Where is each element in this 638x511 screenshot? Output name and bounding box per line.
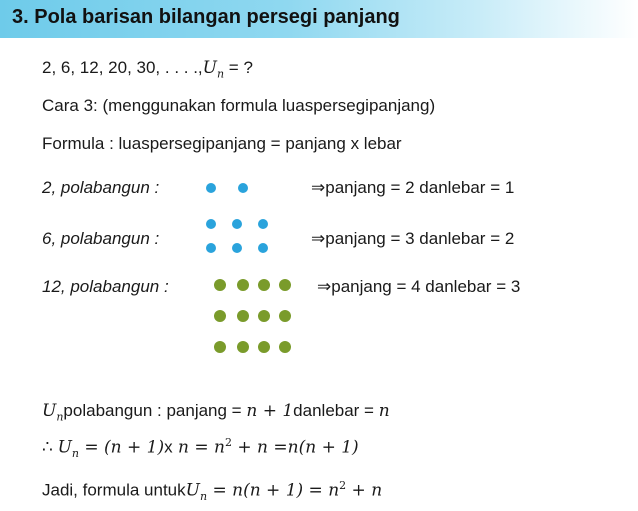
un-subscript: n	[199, 490, 208, 504]
conclusion-expr: = n(n + 1) = n	[207, 480, 340, 501]
sequence-suffix: = ?	[224, 58, 253, 77]
un-length-expr: n + 1	[246, 401, 294, 421]
pattern-dot	[206, 183, 216, 193]
pattern-dot	[232, 243, 242, 253]
sequence-un: U	[202, 58, 217, 78]
pattern-dot	[237, 341, 249, 353]
exponent: 2	[339, 479, 347, 492]
pattern-dot	[206, 243, 216, 253]
un-symbol: U	[42, 401, 57, 421]
row-desc-6: ⇒panjang = 3 danlebar = 2	[311, 229, 515, 248]
pattern-dot	[232, 219, 242, 229]
pattern-dot	[238, 183, 248, 193]
sequence-line	[42, 58, 253, 80]
therefore-line	[42, 436, 359, 460]
un-subscript: n	[71, 447, 79, 461]
pattern-dot	[214, 310, 226, 322]
pattern-dot	[258, 341, 270, 353]
therefore-expr: = (n + 1)	[78, 437, 165, 458]
pattern-dot	[214, 279, 226, 291]
therefore-expr: n = n	[172, 437, 225, 458]
times-symbol: x	[164, 437, 173, 457]
row-label-2: 2, polabangun :	[42, 178, 160, 197]
therefore-symbol: ∴	[42, 437, 53, 457]
pattern-dot	[258, 243, 268, 253]
un-line-text-2: danlebar =	[293, 401, 379, 420]
un-subscript: n	[56, 410, 64, 424]
conclusion-text: Jadi, formula untuk	[42, 480, 186, 500]
pattern-dot	[214, 341, 226, 353]
sequence-un-sub: n	[216, 67, 225, 81]
cara-line: Cara 3: (menggunakan formula luaspersegipanjang)	[42, 96, 436, 115]
pattern-dot	[279, 341, 291, 353]
pattern-dot	[237, 279, 249, 291]
conclusion-line	[42, 479, 382, 503]
pattern-dot	[206, 219, 216, 229]
row-label-12: 12, polabangun :	[42, 277, 169, 296]
row-desc-2: ⇒panjang = 2 danlebar = 1	[311, 178, 515, 197]
un-width-expr: n	[378, 401, 390, 421]
pattern-dot	[258, 279, 270, 291]
pattern-dot	[237, 310, 249, 322]
pattern-dot	[279, 279, 291, 291]
conclusion-expr: + n	[346, 480, 383, 501]
title-bar	[0, 0, 638, 38]
formula-line: Formula : luaspersegipanjang = panjang x lebar	[42, 134, 402, 153]
un-symbol: U	[185, 480, 200, 501]
pattern-dot	[258, 310, 270, 322]
un-symbol: U	[57, 437, 72, 458]
exponent: 2	[224, 436, 232, 449]
row-desc-12: ⇒panjang = 4 danlebar = 3	[317, 277, 521, 296]
pattern-dot	[258, 219, 268, 229]
row-label-6: 6, polabangun :	[42, 229, 160, 248]
pattern-dot	[279, 310, 291, 322]
therefore-expr: + n =n(n + 1)	[231, 437, 359, 458]
un-dimension-line	[42, 401, 390, 423]
slide-title: 3. Pola barisan bilangan persegi panjang	[12, 6, 400, 28]
un-line-text: polabangun : panjang =	[63, 401, 247, 420]
sequence-prefix: 2, 6, 12, 20, 30, . . . .,	[42, 58, 203, 77]
